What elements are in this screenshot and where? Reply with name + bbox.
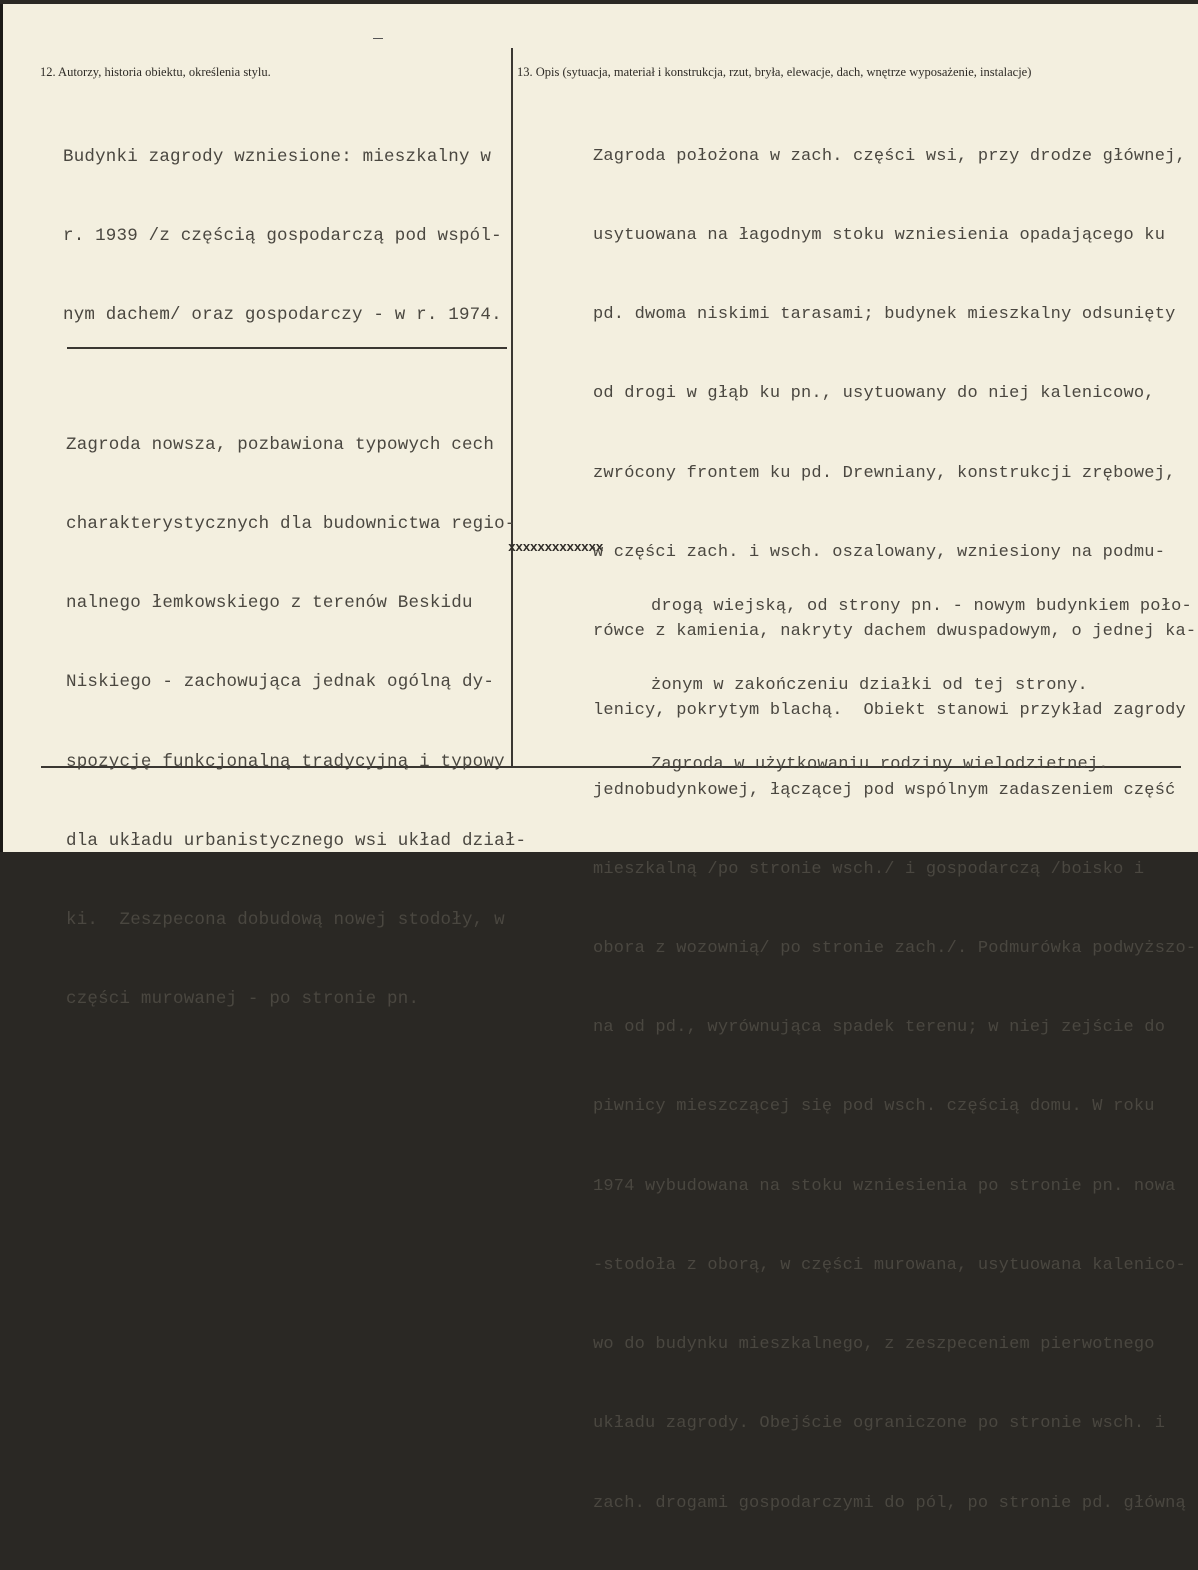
text-line: Budynki zagrody wzniesione: mieszkalny w xyxy=(63,146,492,167)
text-line: Zagroda w użytkowaniu rodziny wielodzietnej. xyxy=(651,755,1109,775)
text-line: usytuowana na łagodnym stoku wzniesienia opadającego ku xyxy=(593,226,1166,246)
typed-overstrike: xxxxxxxxxxxxx xyxy=(508,540,603,555)
text-line: żonym w zakończeniu działki od tej strony. xyxy=(651,676,1088,696)
text-line: lenicy, pokrytym blachą. Obiekt stanowi przykład zagrody xyxy=(593,701,1186,721)
text-line: Zagroda nowsza, pozbawiona typowych cech xyxy=(66,434,495,455)
text-line: Zagroda położona w zach. części wsi, przy drodze głównej, xyxy=(593,146,1186,166)
text-line: pd. dwoma niskimi tarasami; budynek mieszkalny odsunięty xyxy=(593,305,1176,325)
description-text-continued xyxy=(651,541,1192,831)
text-line: spozycję funkcjonalną tradycyjną i typowy xyxy=(66,751,505,772)
pencil-mark xyxy=(373,38,383,39)
text-line: w części zach. i wsch. oszalowany, wzniesiony na podmu- xyxy=(593,542,1166,562)
text-line: charakterystycznych dla budownictwa regio- xyxy=(66,514,516,535)
style-assessment-text xyxy=(66,379,526,1066)
text-line: dla układu urbanistycznego wsi układ dział- xyxy=(66,830,527,851)
text-line: nalnego łemkowskiego z terenów Beskidu xyxy=(66,593,473,614)
inventory-card xyxy=(0,4,1198,1513)
text-line: ki. Zeszpecona dobudową nowej stodoły, w xyxy=(66,910,505,931)
authors-history-text xyxy=(63,91,502,381)
text-line: piwnicy mieszczącej się pod wsch. częścią domu. W roku xyxy=(593,1097,1155,1117)
text-line: rówce z kamienia, nakryty dachem dwuspadowym, o jednej ka- xyxy=(593,622,1197,642)
text-line: zach. drogami gospodarczymi do pól, po stronie pd. główną xyxy=(593,1493,1186,1513)
section-13-header: 13. Opis (sytuacja, materiał i konstrukcja, rzut, bryła, elewacje, dach, wnętrze wyposażenie, instalacje) xyxy=(517,65,1032,79)
text-line: na od pd., wyrównująca spadek terenu; w niej zejście do xyxy=(593,1018,1166,1038)
text-line: układu zagrody. Obejście ograniczone po stronie wsch. i xyxy=(593,1414,1166,1434)
text-line: wo do budynku mieszkalnego, z zeszpeceniem pierwotnego xyxy=(593,1335,1155,1355)
text-line: jednobudynkowej, łączącej pod wspólnym zadaszeniem część xyxy=(593,780,1176,800)
text-line: zwrócony frontem ku pd. Drewniany, konstrukcji zrębowej, xyxy=(593,463,1176,483)
text-line: mieszkalną /po stronie wsch./ i gospodarczą /boisko i xyxy=(593,859,1145,879)
text-line: Niskiego - zachowująca jednak ogólną dy- xyxy=(66,672,495,693)
text-line: drogą wiejską, od strony pn. - nowym budynkiem poło- xyxy=(651,596,1192,616)
text-line: obora z wozownią/ po stronie zach./. Podmurówka podwyższo- xyxy=(593,939,1197,958)
section-12-header: 12. Autorzy, historia obiektu, określenia stylu. xyxy=(40,65,271,79)
text-line: od drogi w głąb ku pn., usytuowany do niej kalenicowo, xyxy=(593,384,1155,404)
text-line: nym dachem/ oraz gospodarczy - w r. 1974. xyxy=(63,305,502,326)
text-line: r. 1939 /z częścią gospodarczą pod wspól- xyxy=(63,226,502,247)
text-line: 1974 wybudowana na stoku wzniesienia po stronie pn. nowa xyxy=(593,1176,1176,1196)
text-line: części murowanej - po stronie pn. xyxy=(66,989,420,1010)
text-line: -stodoła z oborą, w części murowana, usytuowana kalenico- xyxy=(593,1255,1186,1275)
